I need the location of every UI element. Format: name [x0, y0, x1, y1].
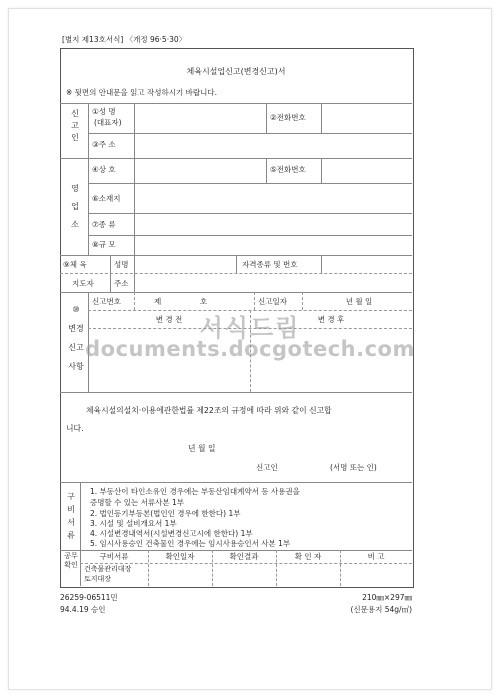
location-label: ⑥소재지 — [92, 194, 121, 203]
form-code: 26259-06511민 — [60, 593, 118, 602]
qualification-label: 자격종류 및 번호 — [242, 260, 298, 269]
document-item: 2. 법인등기부등본(법인인 경우에 한한다) 1부 — [90, 509, 241, 518]
document-item: 3. 시설 및 설비개요서 1부 — [90, 519, 177, 528]
divider — [80, 482, 81, 550]
divider — [134, 158, 135, 255]
divider — [321, 103, 322, 133]
instructor-address-label: 주소 — [114, 279, 129, 288]
document-item: 1. 부동산이 타인소유인 경우에는 부동산임대계약서 등 사용권을 — [90, 487, 300, 496]
divider — [88, 183, 412, 184]
document-item: 5. 임시사용승인 건축물인 경우에는 임시사용승인서 사본 1부 — [90, 539, 291, 548]
verification-row: 건축물관리대장 — [84, 565, 132, 573]
instructor-name-label: 성명 — [114, 260, 129, 269]
watermark-url: documents.docgotech.com — [85, 337, 415, 361]
paper-type: (신문용지 54g/㎡) — [350, 605, 412, 614]
verification-section-label: 공무확인 — [64, 552, 78, 569]
business-phone-label: ⑤전화번호 — [270, 165, 306, 174]
notice-text: ※ 뒷면의 안내문을 읽고 작성하시기 바랍니다. — [66, 88, 217, 97]
divider — [80, 563, 412, 564]
report-no-prefix: 제 — [154, 297, 162, 306]
divider — [266, 158, 267, 183]
document-item: 4. 시설변경내역서(시설변경신고시에 한한다) 1부 — [90, 529, 253, 538]
divider — [60, 292, 412, 293]
divider — [60, 392, 412, 393]
form-number: [별지 제13호서식] 〈개정 96·5·30〉 — [62, 35, 187, 44]
verification-header: 확 인 자 — [294, 552, 322, 561]
before-change-label: 변 경 전 — [155, 315, 183, 324]
divider — [88, 103, 89, 158]
approval-date: 94.4.19 승인 — [60, 605, 106, 614]
type-label: ⑦종 류 — [92, 220, 116, 229]
divider — [88, 133, 412, 134]
paper-size: 210㎜×297㎜ — [362, 593, 412, 602]
instructor-label-top: ⑨체 육 — [63, 260, 87, 269]
change-section-label: ⑩ 변경 신고 사항 — [68, 305, 84, 371]
form-title: 체육시설업신고(변경신고)서 — [186, 67, 286, 76]
instructor-label-bottom: 지도자 — [72, 279, 94, 288]
trade-name-label: ④상 호 — [92, 165, 116, 174]
watermark-title: 서식드림 — [199, 314, 301, 342]
report-date-label: 신고일자 — [258, 297, 287, 306]
verification-row: 토지대장 — [84, 575, 112, 583]
declarant-label: 신고인 — [256, 463, 278, 472]
declaration-date: 년 월 일 — [188, 444, 216, 453]
verification-header: 비 고 — [367, 552, 385, 561]
scale-label: ⑧규 모 — [92, 240, 116, 249]
divider — [236, 255, 237, 273]
verification-header: 확인결과 — [229, 552, 259, 561]
applicant-address-label: ③주 소 — [92, 140, 116, 149]
applicant-section-label: 신고인 — [71, 109, 79, 142]
applicant-phone-label: ②전화번호 — [270, 113, 306, 122]
divider — [60, 158, 412, 159]
report-no-suffix: 호 — [200, 297, 208, 306]
divider — [266, 103, 267, 133]
declaration-text-line2: 니다. — [66, 424, 84, 433]
document-item: 증명할 수 있는 서류사본 1부 — [90, 498, 185, 507]
name-label: ①성 명 — [92, 107, 116, 116]
representative-label: (대표자) — [94, 118, 122, 127]
divider — [60, 482, 412, 483]
verification-header: 확인일자 — [165, 552, 195, 561]
divider — [321, 158, 322, 183]
divider — [88, 158, 89, 255]
divider — [134, 103, 135, 158]
divider — [60, 103, 412, 104]
divider — [88, 235, 412, 236]
divider — [88, 213, 412, 214]
divider — [134, 292, 135, 310]
verification-header: 구비서류 — [99, 552, 129, 561]
report-no-label: 신고번호 — [92, 297, 121, 306]
divider — [60, 550, 412, 551]
after-change-label: 변 경 후 — [317, 315, 345, 324]
divider — [321, 255, 322, 273]
declaration-text-line1: 체육시설의설치·이용에관한법률 제22조의 규정에 따라 위와 같이 신고합 — [86, 406, 332, 415]
signature-label: (서명 또는 인) — [330, 463, 377, 472]
divider — [60, 273, 412, 274]
business-section-label: 영업소 — [71, 184, 79, 229]
report-date-value: 년 월 일 — [345, 297, 373, 306]
documents-section-label: 구비서류 — [67, 492, 75, 540]
